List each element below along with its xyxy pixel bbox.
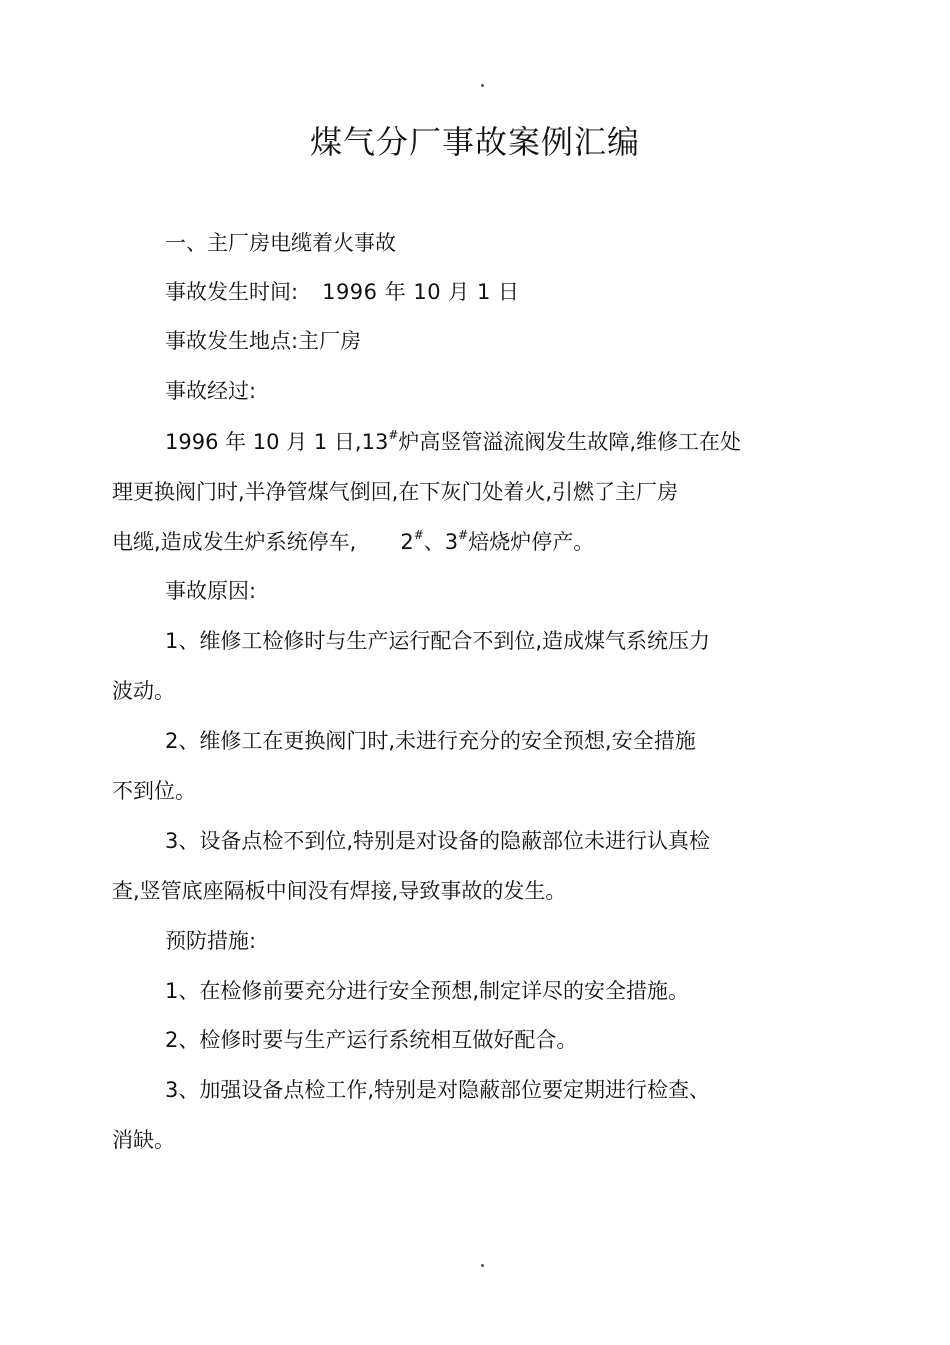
process-line: 电缆,造成发生炉系统停车, 2#、3#焙烧炉停产。 [112,528,595,554]
cause-label: 事故原因: [165,579,257,603]
cause-item: 1、维修工检修时与生产运行配合不到位,造成煤气系统压力 [165,629,711,653]
prevention-label: 预防措施: [165,929,257,953]
prevention-item: 2、检修时要与生产运行系统相互做好配合。 [165,1028,578,1052]
cause-item: 2、维修工在更换阀门时,未进行充分的安全预想,安全措施 [165,729,696,753]
page-marker-dot [481,84,484,87]
cause-item-continuation: 波动。 [112,679,175,703]
time-label: 事故发生时间: [165,280,299,304]
accident-place: 事故发生地点:主厂房 [165,329,362,353]
process-line: 理更换阀门时,半净管煤气倒回,在下灰门处着火,引燃了主厂房 [112,480,679,504]
cause-item: 3、设备点检不到位,特别是对设备的隐蔽部位未进行认真检 [165,829,711,853]
cause-item-continuation: 不到位。 [112,779,196,803]
accident-time [165,277,519,307]
prevention-item: 3、加强设备点检工作,特别是对隐蔽部位要定期进行检查、 [165,1078,711,1102]
section-heading: 一、主厂房电缆着火事故 [165,231,396,255]
time-value: 1996 年 10 月 1 日 [322,280,520,304]
page-marker-dot [481,1264,484,1267]
cause-item-continuation: 查,竖管底座隔板中间没有焊接,导致事故的发生。 [112,879,567,903]
page-title: 煤气分厂事故案例汇编 [309,123,640,161]
process-label: 事故经过: [165,379,257,403]
prevention-item: 1、在检修前要充分进行安全预想,制定详尽的安全措施。 [165,979,690,1003]
process-line: 1996 年 10 月 1 日,13#炉高竖管溢流阀发生故障,维修工在处 [165,428,742,454]
prevention-item-continuation: 消缺。 [112,1128,175,1152]
